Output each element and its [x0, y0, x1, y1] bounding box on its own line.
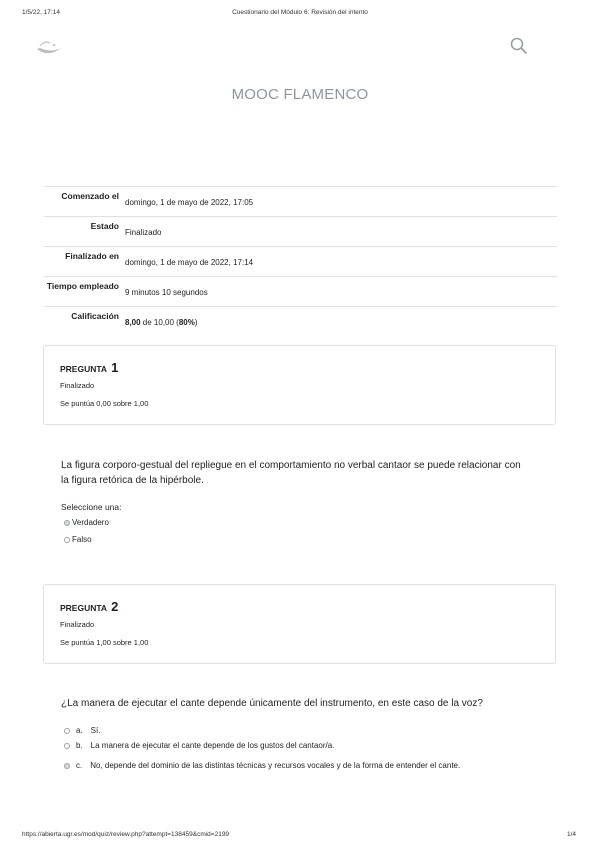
answer-option[interactable] [64, 761, 460, 770]
search-icon[interactable] [509, 36, 529, 56]
question-grade: Se puntúa 1,00 sobre 1,00 [60, 638, 149, 647]
question-info-box [43, 584, 556, 664]
summary-row [44, 187, 557, 217]
summary-value: 9 minutos 10 segundos [125, 288, 208, 297]
print-footer [0, 831, 600, 841]
question-grade: Se puntúa 0,00 sobre 1,00 [60, 399, 149, 408]
summary-label: Comenzado el [61, 191, 119, 201]
option-label: Verdadero [72, 518, 109, 527]
summary-value: domingo, 1 de mayo de 2022, 17:14 [125, 258, 254, 267]
summary-row [44, 247, 557, 277]
print-title: Cuestionario del Módulo 6: Revisión del intento [232, 9, 368, 16]
question-info-box [43, 345, 556, 425]
option-label: La manera de ejecutar el cante depende de los gustos del cantaor/a. [90, 741, 335, 750]
print-date: 1/5/22, 17:14 [22, 9, 60, 16]
print-header [0, 9, 600, 19]
summary-label: Calificación [71, 311, 119, 321]
print-url: https://abierta.ugr.es/mod/quiz/review.php?attempt=138459&cmid=2199 [22, 831, 230, 838]
radio-checked-icon[interactable] [64, 763, 70, 769]
radio-icon[interactable] [64, 743, 70, 749]
summary-label: Tiempo empleado [46, 281, 119, 291]
site-logo-icon[interactable] [34, 36, 64, 60]
option-label: No, depende del dominio de las distintas técnicas y recursos vocales y de la forma de entender el cante. [90, 761, 461, 770]
summary-row [44, 217, 557, 247]
question-label: PREGUNTA [60, 364, 107, 374]
summary-row [44, 277, 557, 307]
print-page-number: 1/4 [566, 831, 576, 838]
select-prompt: Seleccione una: [61, 502, 122, 512]
summary-value [123, 307, 557, 337]
grade-value: 8,00 [125, 318, 141, 327]
radio-checked-icon[interactable] [64, 520, 70, 526]
question-num: 2 [111, 599, 119, 614]
site-name: MOOC FLAMENCO [231, 86, 369, 103]
option-label: Sí. [90, 726, 101, 735]
option-letter: b. [76, 741, 83, 750]
answer-option[interactable] [64, 741, 334, 750]
question-state: Finalizado [60, 620, 95, 629]
grade-close: ) [194, 318, 198, 327]
radio-icon[interactable] [64, 537, 70, 543]
answer-option[interactable] [64, 726, 100, 735]
attempt-summary-table [44, 186, 557, 337]
option-label: Falso [72, 535, 92, 544]
question-text: La figura corporo-gestual del repliegue en el comportamiento no verbal cantaor se puede relacionar con la figura retórica de la hipérbole. [61, 460, 521, 486]
grade-total: de 10,00 ( [140, 318, 179, 327]
question-state: Finalizado [60, 381, 95, 390]
summary-label: Estado [90, 221, 119, 231]
answer-option[interactable] [64, 518, 109, 527]
summary-value: domingo, 1 de mayo de 2022, 17:05 [125, 198, 254, 207]
answer-option[interactable] [64, 535, 92, 544]
summary-row [44, 307, 557, 337]
summary-value: Finalizado [125, 228, 162, 237]
option-letter: c. [76, 761, 83, 770]
radio-icon[interactable] [64, 728, 70, 734]
grade-percent: 80% [178, 318, 195, 327]
summary-label: Finalizado en [65, 251, 119, 261]
question-text: ¿La manera de ejecutar el cante depende únicamente del instrumento, en este caso de la voz? [61, 698, 483, 709]
question-num: 1 [111, 360, 119, 375]
question-number [60, 599, 118, 614]
question-label: PREGUNTA [60, 603, 107, 613]
option-letter: a. [76, 726, 83, 735]
question-number [60, 360, 118, 375]
